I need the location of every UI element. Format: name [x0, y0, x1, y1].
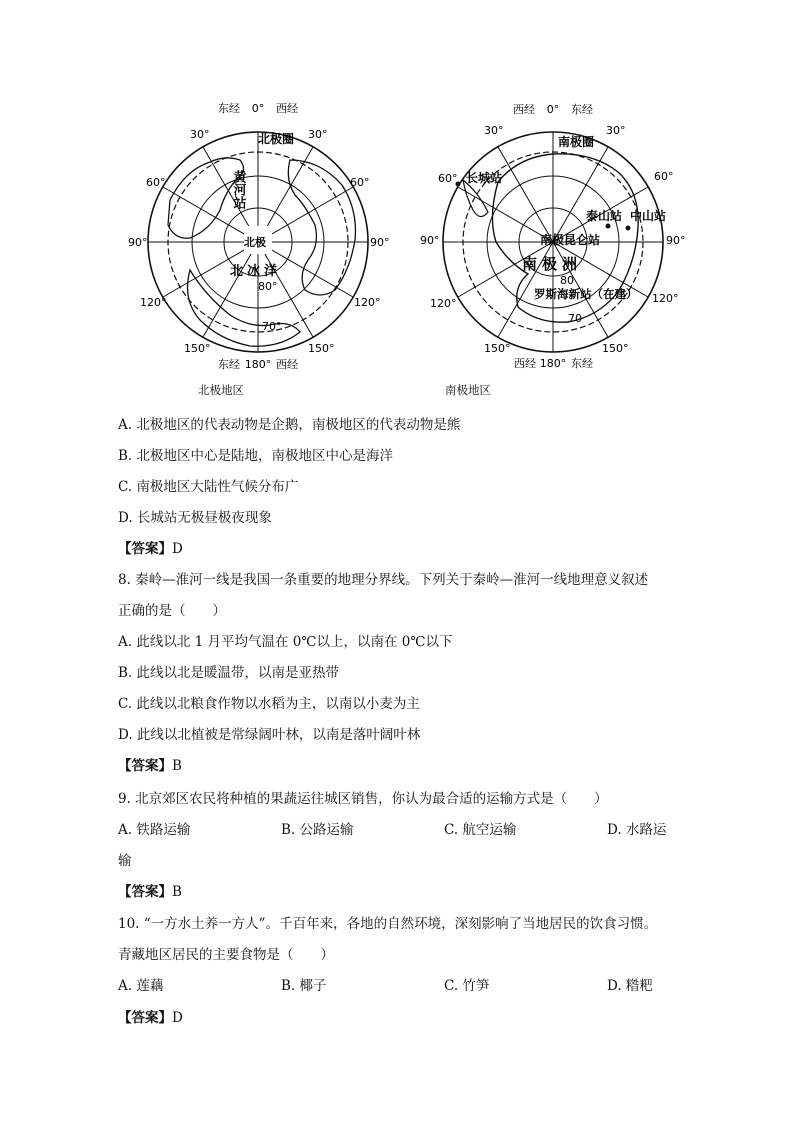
- n-l60: 60°: [146, 176, 166, 189]
- s-lat80: 80: [560, 274, 574, 287]
- q9-option-a: A. 铁路运输: [118, 822, 191, 838]
- s-r30: 30°: [606, 124, 626, 137]
- s-station-greatwall: 长城站: [466, 171, 503, 185]
- n-pole: 北极: [244, 236, 266, 249]
- south-polar-map: [418, 102, 688, 377]
- q10-option-c: C. 竹笋: [444, 978, 490, 994]
- n-ocean: 北冰洋: [230, 264, 282, 279]
- s-top-right: 东经: [571, 103, 593, 116]
- n-top-right: 西经: [276, 102, 298, 115]
- n-lat70: 70°: [262, 320, 282, 333]
- n-arctic-circle: 北极圈: [258, 132, 295, 146]
- s-bottom-mid: 180°: [539, 357, 567, 370]
- q8-option-a: A. 此线以北 1 月平均气温在 0℃以上，以南在 0℃以下: [118, 634, 453, 650]
- n-top-left: 东经: [218, 102, 240, 115]
- s-station-zhongshan: 中山站: [630, 209, 667, 223]
- n-r150: 150°: [308, 342, 335, 355]
- q9-answer: [118, 883, 182, 901]
- s-l90: 90°: [420, 234, 440, 247]
- s-r120: 120°: [652, 292, 679, 305]
- s-l60: 60°: [438, 172, 458, 185]
- s-station-kunlun: 南极昆仑站: [540, 233, 601, 247]
- q10-answer: [118, 1009, 183, 1027]
- answer-label: 【答案】: [118, 541, 172, 557]
- n-station: 黄河站: [230, 170, 246, 209]
- answer-label: 【答案】: [118, 1010, 172, 1026]
- n-top-zero: 0°: [251, 102, 265, 115]
- q8-option-c: C. 此线以北粮食作物以水稻为主，以南以小麦为主: [118, 696, 420, 712]
- q8-answer: [118, 757, 182, 775]
- answer-value: D: [172, 1010, 183, 1026]
- s-l30: 30°: [484, 124, 504, 137]
- n-r60: 60°: [350, 176, 370, 189]
- q8-option-b: B. 此线以北是暖温带，以南是亚热带: [118, 665, 340, 681]
- answer-value: B: [172, 758, 182, 774]
- q7-answer: [118, 540, 183, 558]
- q9-option-d: D. 水路运: [607, 822, 667, 838]
- s-bottom-right: 东经: [571, 357, 593, 370]
- n-bottom-left: 东经: [218, 358, 240, 371]
- q7-option-b: B. 北极地区中心是陆地，南极地区中心是海洋: [118, 448, 394, 464]
- q10-option-d: D. 糌粑: [607, 978, 653, 994]
- s-antarctic-circle: 南极圈: [558, 135, 595, 149]
- n-l120: 120°: [140, 296, 167, 309]
- n-r30: 30°: [308, 128, 328, 141]
- q8-stem-line1: 8. 秦岭—淮河一线是我国一条重要的地理分界线。下列关于秦岭—淮河一线地理意义叙述: [118, 572, 649, 588]
- s-l120: 120°: [430, 297, 457, 310]
- n-l150: 150°: [184, 342, 211, 355]
- n-r90: 90°: [370, 236, 390, 249]
- s-continent: 南极洲: [522, 255, 583, 273]
- n-l30: 30°: [190, 128, 210, 141]
- s-r150: 150°: [602, 342, 629, 355]
- q7-option-a: A. 北极地区的代表动物是企鹅，南极地区的代表动物是熊: [118, 417, 461, 433]
- north-polar-map: [130, 100, 390, 375]
- s-lat70: 70: [568, 312, 582, 325]
- s-top-zero: 0°: [546, 103, 560, 116]
- q10-stem-line1: 10. “一方水土养一方人”。千百年来，各地的自然环境，深刻影响了当地居民的饮食习惯。: [118, 916, 658, 932]
- s-r90: 90°: [666, 234, 686, 247]
- q7-option-d: D. 长城站无极昼极夜现象: [118, 510, 272, 526]
- north-map-caption: 北极地区: [198, 383, 244, 397]
- s-top-left: 西经: [513, 103, 535, 116]
- south-map-caption: 南极地区: [445, 383, 491, 397]
- answer-label: 【答案】: [118, 884, 172, 900]
- n-lat80: 80°: [258, 280, 278, 293]
- answer-label: 【答案】: [118, 758, 172, 774]
- q8-option-d: D. 此线以北植被是常绿阔叶林，以南是落叶阔叶林: [118, 727, 421, 743]
- s-l150: 150°: [484, 342, 511, 355]
- s-station-taishan: 泰山站: [586, 209, 623, 223]
- n-l90: 90°: [128, 236, 148, 249]
- s-r60: 60°: [654, 170, 674, 183]
- s-station-ross: 罗斯海新站（在建）: [534, 287, 638, 301]
- q10-option-a: A. 莲藕: [118, 978, 164, 994]
- q9-option-c: C. 航空运输: [444, 822, 517, 838]
- q9-option-d-continued: 输: [118, 853, 132, 869]
- s-bottom-left: 西经: [514, 357, 536, 370]
- q9-stem: 9. 北京郊区农民将种植的果蔬运往城区销售，你认为最合适的运输方式是（ ）: [118, 791, 608, 807]
- q10-option-b: B. 椰子: [281, 978, 327, 994]
- q7-option-c: C. 南极地区大陆性气候分布广: [118, 479, 299, 495]
- answer-value: D: [172, 541, 183, 557]
- n-bottom-right: 西经: [276, 358, 298, 371]
- q9-option-b: B. 公路运输: [281, 822, 354, 838]
- answer-value: B: [172, 884, 182, 900]
- n-r120: 120°: [354, 296, 381, 309]
- n-bottom-mid: 180°: [244, 358, 272, 371]
- q10-stem-line2: 青藏地区居民的主要食物是（ ）: [118, 947, 334, 963]
- q8-stem-line2: 正确的是（ ）: [118, 603, 226, 619]
